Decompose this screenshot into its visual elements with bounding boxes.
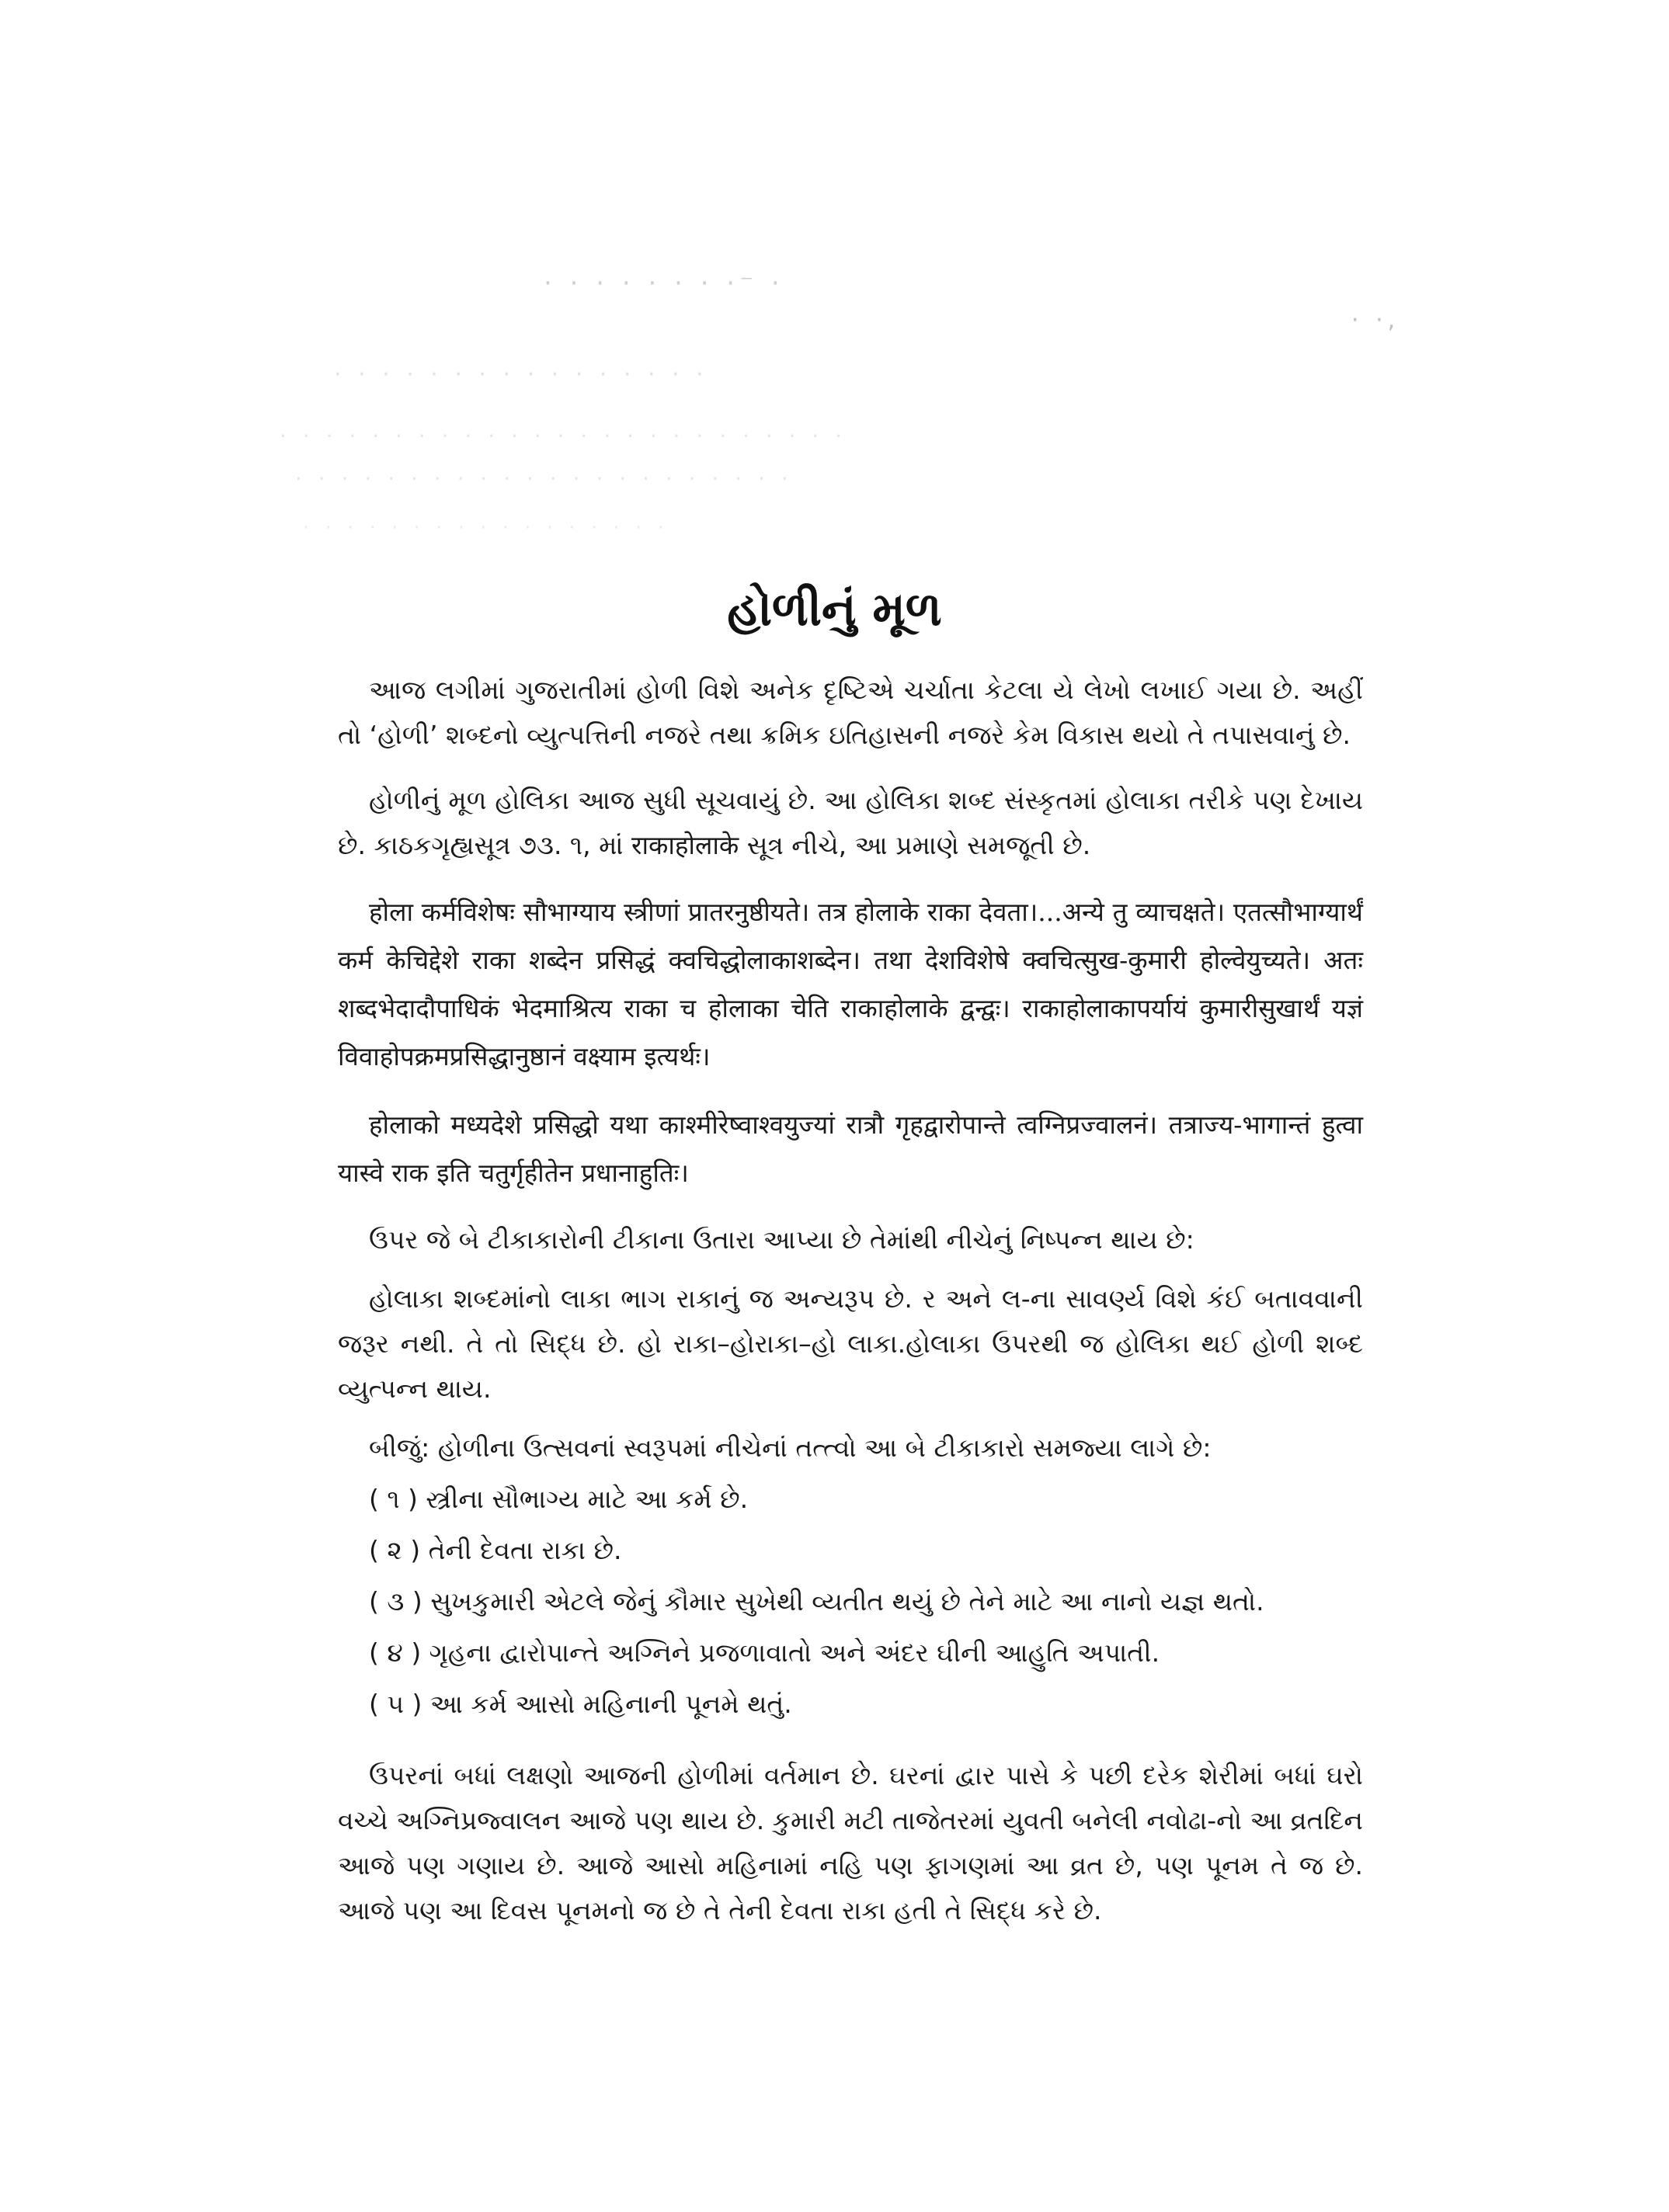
elements-list <box>338 1475 1363 1728</box>
intro-paragraph: આજ લગીમાં ગુજરાતીમાં હોળી વિશે અનેક દૃષ્ટિએ ચર્ચાતા કેટલા યે લેખો લખાઈ ગયા છે. અહીં તો ‘હોળી’ શબ્દનો વ્યુત્પત્તિની નજરે તથા ક્રમિક ઇતિહાસની નજરે કેમ વિકાસ થયો તે તપાસવાનું છે. <box>338 675 1363 750</box>
show-through-marks-corner: · ·, <box>1351 307 1400 334</box>
sanskrit-quote-2: होलाको मध्यदेशे प्रसिद्धो यथा काश्मीरेष्वाश्वयुज्यां रात्रौ गृहद्वारोपान्ते त्वग्निप्रज्वालनं। तत्राज्य-भागान्तं हुत्वा यास्वे राक इति चतुर्गृहीतेन प्रधानाहुतिः। <box>338 1109 1363 1188</box>
show-through-marks-top: · · · · · · · ·⁻ · <box>544 268 784 299</box>
show-through-marks-line-4: · · · · · · · · · · · · · · · · · <box>303 516 669 540</box>
list-item: ( ૪ ) ગૃહના દ્વારોપાન્તે અગ્નિને પ્રજળાવાતો અને અંદર ઘીની આહુતિ અપાતી. <box>369 1637 1160 1668</box>
derivation-paragraph: હોલાકા શબ્દમાંનો લાકા ભાગ રાકાનું જ અન્યરૂપ છે. ર અને લ-ના સાવર્ણ્ય વિશે કંઈ બતાવવાની જરૂર નથી. તે તો સિદ્ધ છે. હો રાકા–હોરાકા–હો લાકા.હોલાકા ઉપરથી જ હોલિકા થઈ હોળી શબ્દ વ્યુત્પન્ન થાય. <box>338 1283 1363 1404</box>
conclusion-paragraph: ઉપરનાં બધાં લક્ષણો આજની હોળીમાં વર્તમાન છે. ઘરનાં દ્વાર પાસે કે પછી દરેક શેરીમાં બધાં ઘરો વચ્ચે અગ્નિપ્રજ્વાલન આજે પણ થાય છે. કુમારી મટી તાજેતરમાં યુવતી બનેલી નવોઢા-નો આ વ્રતદિન આજે પણ ગણાય છે. આજે આસો મહિનામાં નહિ પણ ફાગણમાં આ વ્રત છે, પણ પૂનમ તે જ છે. આજે પણ આ દિવસ પૂનમનો જ છે તે તેની દેવતા રાકા હતી તે સિદ્ધ કરે છે. <box>338 1760 1363 1926</box>
list-item: ( ૫ ) આ કર્મ આસો મહિનાની પૂનમે થતું. <box>369 1689 792 1719</box>
list-item: ( ૨ ) તેની દેવતા રાકા છે. <box>369 1535 622 1565</box>
sanskrit-quote-1: होला कर्मविशेषः सौभाग्याय स्त्रीणां प्रातरनुष्ठीयते। तत्र होलाके राका देवता।...अन्ये तु व्याचक्षते। एतत्सौभाग्यार्थं कर्म केचिद्देशे राका शब्देन प्रसिद्धं क्वचिद्धोलाकाशब्देन। तथा देशविशेषे क्वचित्सुख-कुमारी होल्वेयुच्यते। अतः शब्दभेदादौपाधिकं भेदमाश्रित्य राका च होलाका चेति राकाहोलाके द्वन्द्वः। राकाहोलाकापर्यायं कुमारीसुखार्थं यज्ञं विवाहोपक्रमप्रसिद्धानुष्ठानं वक्ष्याम इत्यर्थः। <box>338 897 1363 1071</box>
show-through-marks-line-3: · · · · · · · · · · · · · · · · · · · · · · <box>295 466 793 491</box>
derivation-intro: ઉપર જે બે ટીકાકારોની ટીકાના ઉતારા આપ્યા છે તેમાંથી નીચેનું નિષ્પન્ન થાય છે: <box>369 1224 1194 1255</box>
origin-paragraph: હોળીનું મૂળ હોલિકા આજ સુધી સૂચવાયું છે. આ હોલિકા શબ્દ સંસ્કૃતમાં હોલાકા તરીકે પણ દેખાય છે. કાઠકગૃહ્યસૂત્ર ૭૩. ૧, માં राकाहोलाके સૂત્ર નીચે, આ પ્રમાણે સમજૂતી છે. <box>338 785 1363 860</box>
show-through-marks-line-1: · · · · · · · · · · · · · · · · <box>334 361 708 388</box>
list-item: ( ૩ ) સુખકુમારી એટલે જેનું કૌમાર સુખેથી વ્યતીત થયું છે તેને માટે આ નાનો યજ્ઞ થતો. <box>369 1586 1264 1616</box>
page-title: હોળીનું મૂળ <box>727 582 942 637</box>
page-body <box>338 668 1363 1933</box>
show-through-marks-line-2: · · · · · · · · · · · · · · · · · · · · · · · · · <box>280 423 847 449</box>
elements-intro: બીજું: હોળીના ઉત્સવનાં સ્વરૂપમાં નીચેનાં તત્ત્વો આ બે ટીકાકારો સમજ્યા લાગે છે: <box>369 1432 1212 1463</box>
list-item: ( ૧ ) સ્ત્રીના સૌભાગ્ય માટે આ કર્મ છે. <box>369 1484 749 1514</box>
